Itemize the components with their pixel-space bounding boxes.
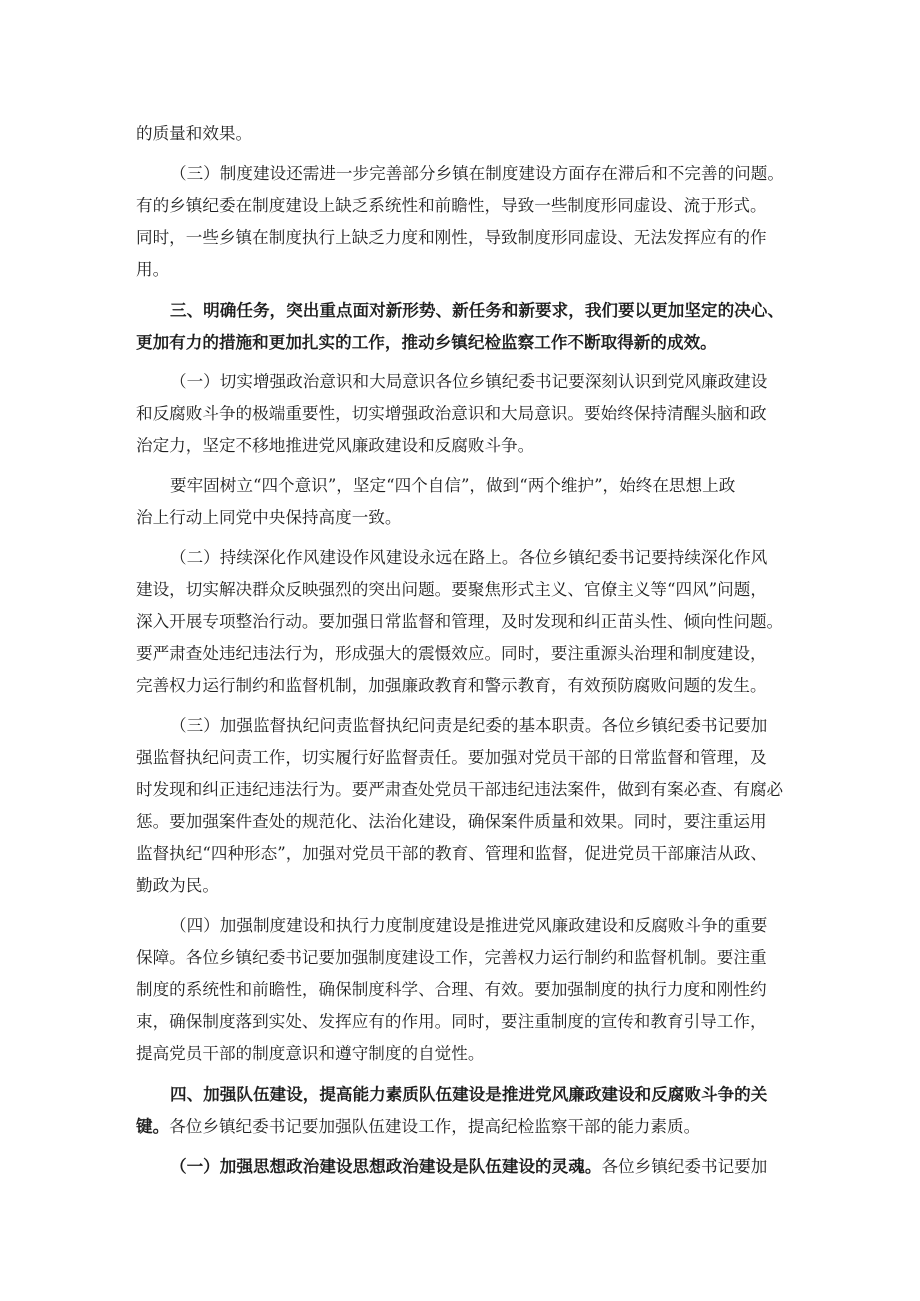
paragraph-line: 治上行动上同党中央保持高度一致。	[136, 508, 402, 527]
paragraph-line: 深入开展专项整治行动。要加强日常监督和管理，及时发现和纠正苗头性、倾向性问题。	[136, 612, 784, 631]
paragraph-line: 保障。各位乡镇纪委书记要加强制度建设工作，完善权力运行制约和监督机制。要注重	[136, 948, 767, 967]
paragraph-line: 强监督执纪问责工作，切实履行好监督责任。要加强对党员干部的日常监督和管理，及	[136, 748, 767, 767]
paragraph-line: 同时，一些乡镇在制度执行上缺乏力度和刚性，导致制度形同虚设、无法发挥应有的作	[136, 228, 767, 247]
paragraph-line: 勤政为民。	[136, 876, 219, 895]
paragraph-line: 提高党员干部的制度意识和遵守制度的自觉性。	[136, 1044, 485, 1063]
paragraph-line: 完善权力运行制约和监督机制，加强廉政教育和警示教育，有效预防腐败问题的发生。	[136, 676, 767, 695]
bold-text: 键。	[136, 1116, 170, 1136]
bold-text: （一）加强思想政治建设思想政治建设是队伍建设的灵魂。	[170, 1156, 602, 1176]
document-body	[136, 118, 796, 1182]
paragraph-line: 惩。要加强案件查处的规范化、法治化建设，确保案件质量和效果。同时，要注重运用	[136, 812, 767, 831]
paragraph-line: 建设，切实解决群众反映强烈的突出问题。要聚焦形式主义、官僚主义等“四风”问题，	[136, 580, 767, 599]
mixed-line	[136, 1150, 796, 1182]
paragraph-line: （三）制度建设还需进一步完善部分乡镇在制度建设方面存在滞后和不完善的问题。	[170, 164, 784, 183]
paragraph-line: 要严肃查处违纪违法行为，形成强大的震慑效应。同时，要注重源头治理和制度建设，	[136, 644, 767, 663]
section-heading-line: 四、加强队伍建设，提高能力素质队伍建设是推进党风廉政建设和反腐败斗争的关	[170, 1084, 768, 1104]
paragraph-line: 有的乡镇纪委在制度建设上缺乏系统性和前瞻性，导致一些制度形同虚设、流于形式。	[136, 196, 767, 215]
paragraph-line: 制度的系统性和前瞻性，确保制度科学、合理、有效。要加强制度的执行力度和刚性约	[136, 980, 767, 999]
paragraph-line: （三）加强监督执纪问责监督执纪问责是纪委的基本职责。各位乡镇纪委书记要加	[170, 716, 768, 735]
paragraph-line: 用。	[136, 260, 170, 279]
paragraph-line: 要牢固树立“四个意识”，坚定“四个自信”，做到“两个维护”，始终在思想上政	[170, 476, 736, 495]
paragraph-line: 治定力，坚定不移地推进党风廉政建设和反腐败斗争。	[136, 436, 535, 455]
section-heading-line: 更加有力的措施和更加扎实的工作，推动乡镇纪检监察工作不断取得新的成效。	[136, 332, 717, 352]
mixed-line	[136, 1110, 796, 1142]
paragraph-line: （四）加强制度建设和执行力度制度建设是推进党风廉政建设和反腐败斗争的重要	[170, 916, 768, 935]
paragraph-line: 束，确保制度落到实处、发挥应有的作用。同时，要注重制度的宣传和教育引导工作，	[136, 1012, 767, 1031]
normal-text: 各位乡镇纪委书记要加	[601, 1157, 768, 1176]
section-heading-line: 三、明确任务，突出重点面对新形势、新任务和新要求，我们要以更加坚定的决心、	[170, 300, 784, 320]
paragraph-line: （二）持续深化作风建设作风建设永远在路上。各位乡镇纪委书记要持续深化作风	[170, 548, 768, 567]
paragraph-line: 监督执纪“四种形态”，加强对党员干部的教育、管理和监督，促进党员干部廉洁从政、	[136, 844, 767, 863]
paragraph-line: 时发现和纠正违纪违法行为。要严肃查处党员干部违纪违法案件，做到有案必查、有腐必	[136, 780, 784, 799]
paragraph-line: 和反腐败斗争的极端重要性，切实增强政治意识和大局意识。要始终保持清醒头脑和政	[136, 404, 767, 423]
paragraph-line: （一）切实增强政治意识和大局意识各位乡镇纪委书记要深刻认识到党风廉政建设	[170, 372, 768, 391]
normal-text: 各位乡镇纪委书记要加强队伍建设工作，提高纪检监察干部的能力素质。	[169, 1117, 701, 1136]
paragraph-line: 的质量和效果。	[136, 124, 253, 143]
